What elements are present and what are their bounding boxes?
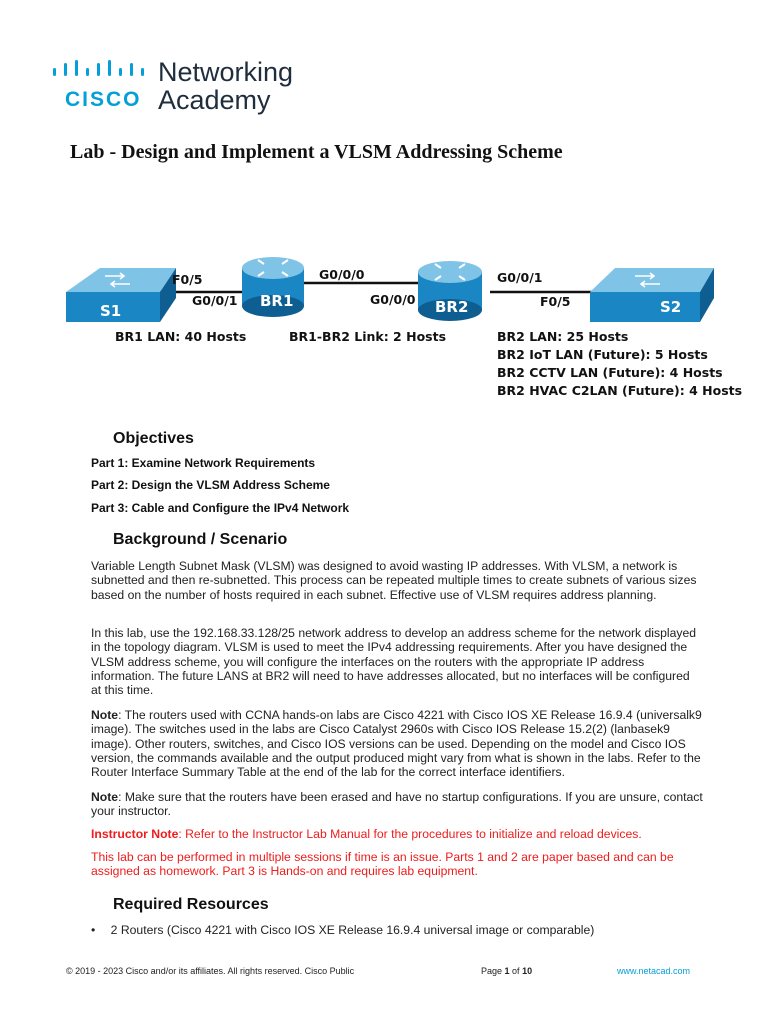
resource-item-text: 2 Routers (Cisco 4221 with Cisco IOS XE Release 16.9.4 universal image or comparable) [110,923,595,937]
note-label: Note [91,790,119,804]
page-of: of [509,966,523,976]
instructor-note-label: Instructor Note [91,827,179,841]
objective-part-3: Part 3: Cable and Configure the IPv4 Network [91,501,350,515]
topology-graphic [60,250,720,330]
resource-list-item [91,923,594,937]
iface-s2-f05: F0/5 [540,294,571,309]
instructor-note [91,827,703,841]
device-label-br1: BR1 [260,292,294,310]
note-label: Note [91,708,119,722]
background-paragraph-2: In this lab, use the 192.168.33.128/25 network address to develop an address scheme for the network displayed in the topology diagram. VLSM is used to meet the IPv4 addressing requirements. After you have designed the VLSM address scheme, you will configure the interfaces on the routers with the appropriate IP address information. The future LANS at BR2 will need to have addresses allocated, but no interfaces will be configured at this time. [91,626,697,698]
caption-br2-lan: BR2 LAN: 25 Hosts [497,329,629,344]
page-current: 1 [504,966,510,976]
cisco-networking-academy-logo [52,57,312,119]
topology-diagram [60,250,743,410]
iface-br1-g001: G0/0/1 [192,293,238,308]
caption-br2-cctv: BR2 CCTV LAN (Future): 4 Hosts [497,365,723,380]
caption-br2-hvac: BR2 HVAC C2LAN (Future): 4 Hosts [497,383,743,398]
iface-br2-g000: G0/0/0 [370,292,416,307]
footer-url-link[interactable]: www.netacad.com [617,966,691,976]
note-router-versions [91,708,703,779]
iface-br2-g001: G0/0/1 [497,270,543,285]
logo-line-academy: Academy [158,85,271,115]
cisco-wordmark: CISCO [65,88,142,111]
footer-copyright: © 2019 - 2023 Cisco and/or its affiliates. All rights reserved. Cisco Public [66,966,355,976]
page-title: Lab - Design and Implement a VLSM Addressing Scheme [70,141,563,163]
note-text: : Make sure that the routers have been erased and have no startup configurations. If you are unsure, contact your instructor. [91,790,703,819]
objectives-heading: Objectives [113,430,194,447]
background-paragraph-1: Variable Length Subnet Mask (VLSM) was designed to avoid wasting IP addresses. With VLSM, a network is subnetted and then re-subnetted. This process can be repeated multiple times to create subnets of various sizes based on the number of hosts required in each subnet. Effective use of VLSM requires address planning. [91,559,697,602]
note-erase-routers [91,790,703,819]
objective-part-2: Part 2: Design the VLSM Address Scheme [91,478,330,492]
objective-part-1: Part 1: Examine Network Requirements [91,456,316,470]
required-resources-heading: Required Resources [113,896,269,913]
caption-br1-br2-link: BR1-BR2 Link: 2 Hosts [289,329,447,344]
logo-line-networking: Networking [158,57,294,87]
background-heading: Background / Scenario [113,531,288,548]
switch-s2-icon [590,268,714,322]
cisco-bars-icon [52,60,152,78]
iface-s1-f05: F0/5 [172,272,203,287]
caption-br2-iot: BR2 IoT LAN (Future): 5 Hosts [497,347,708,362]
page-total: 10 [522,966,533,976]
caption-br1-lan: BR1 LAN: 40 Hosts [115,329,247,344]
instructor-sessions-note: This lab can be performed in multiple sessions if time is an issue. Parts 1 and 2 are paper based and can be assigned as homework. Part 3 is Hands-on and requires lab equipment. [91,850,674,879]
instructor-note-text: : Refer to the Instructor Lab Manual for the procedures to initialize and reload devices. [178,827,642,841]
device-label-s2: S2 [660,298,682,316]
device-label-br2: BR2 [435,298,469,316]
device-label-s1: S1 [100,302,122,320]
bullet-icon: • [91,923,96,937]
page-prefix: Page [481,966,505,976]
iface-br1-g000: G0/0/0 [319,267,365,282]
note-text: : The routers used with CCNA hands-on labs are Cisco 4221 with Cisco IOS XE Release 16.9.4 (universalk9 image). The switches used in the labs are Cisco Catalyst 2960s with Cisco IOS Release 15.2(2) (lanbasek9 image). Other routers, switches, and Cisco IOS versions can be used. Depending on the model and Cisco IOS version, the commands available and the output produced might vary from what is shown in the labs. Refer to the Router Interface Summary Table at the end of the lab for the correct interface identifiers. [91,708,702,780]
footer-page-number [481,966,532,976]
